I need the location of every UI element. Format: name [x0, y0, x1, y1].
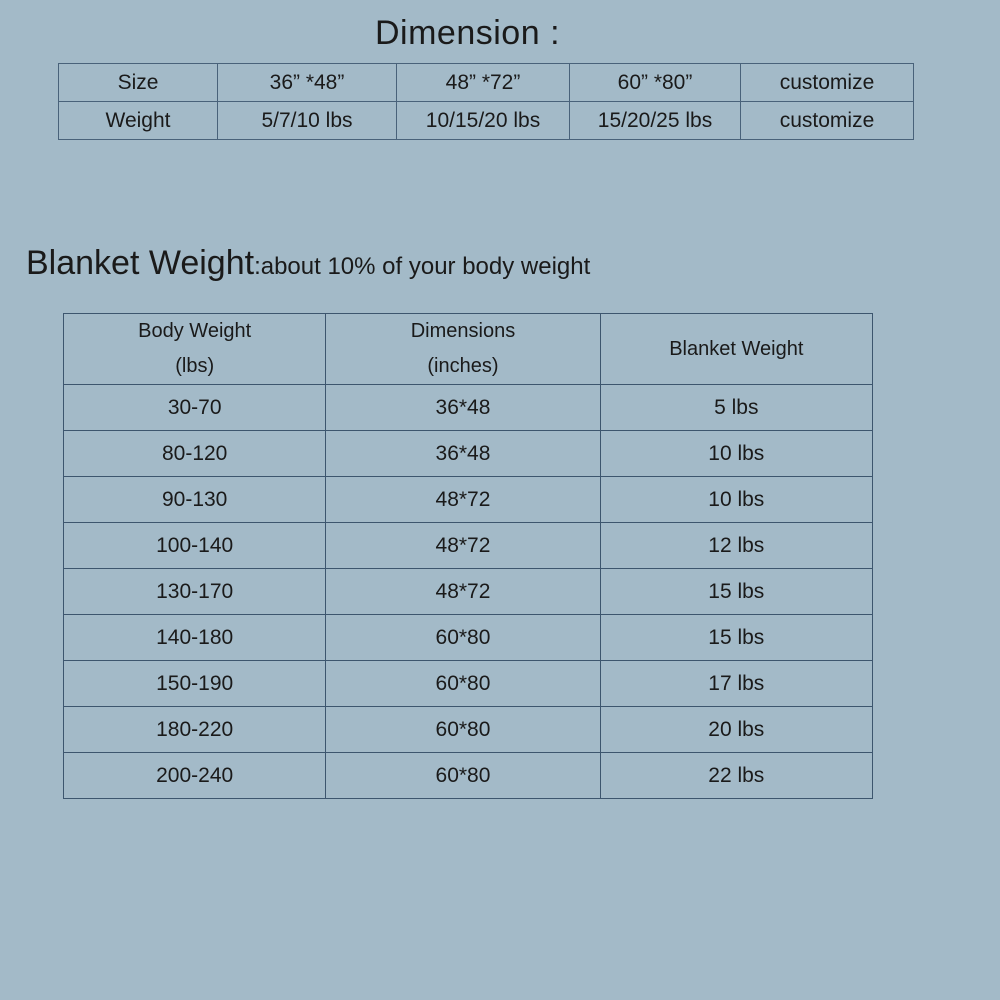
table-cell: 15/20/25 lbs [570, 102, 741, 140]
table-row [64, 477, 873, 523]
header-line: Body Weight [138, 320, 252, 342]
table-cell: 60” *80” [570, 64, 741, 102]
table-cell: 22 lbs [600, 753, 872, 799]
header-line: (lbs) [175, 355, 215, 377]
table-cell: 60*80 [326, 707, 600, 753]
table-cell: 90-130 [64, 477, 326, 523]
dimension-table [58, 63, 914, 140]
table-cell: 130-170 [64, 569, 326, 615]
table-cell: 10/15/20 lbs [397, 102, 570, 140]
table-cell: Weight [59, 102, 218, 140]
table-cell: 200-240 [64, 753, 326, 799]
dimension-row-size [59, 64, 914, 102]
table-cell: 15 lbs [600, 615, 872, 661]
table-cell: 20 lbs [600, 707, 872, 753]
table-cell: 140-180 [64, 615, 326, 661]
table-cell: 36” *48” [218, 64, 397, 102]
header-line: Dimensions [410, 320, 516, 342]
header-dimensions [326, 314, 600, 385]
dimension-row-weight [59, 102, 914, 140]
table-cell: 48*72 [326, 477, 600, 523]
table-cell: 5/7/10 lbs [218, 102, 397, 140]
header-blanket-weight [600, 314, 872, 385]
header-body-weight [64, 314, 326, 385]
table-row [64, 569, 873, 615]
table-row [64, 385, 873, 431]
blanket-weight-table [63, 313, 873, 799]
table-cell: 17 lbs [600, 661, 872, 707]
table-cell: 36*48 [326, 385, 600, 431]
table-cell: customize [741, 102, 914, 140]
table-cell: 10 lbs [600, 477, 872, 523]
table-cell: 60*80 [326, 661, 600, 707]
blanket-weight-title-main: Blanket Weight [26, 244, 255, 282]
table-cell: 48*72 [326, 569, 600, 615]
table-cell: 30-70 [64, 385, 326, 431]
table-row [64, 523, 873, 569]
dimension-title: Dimension : [375, 14, 561, 52]
table-cell: 36*48 [326, 431, 600, 477]
table-cell: 48” *72” [397, 64, 570, 102]
table-cell: 60*80 [326, 753, 600, 799]
table-cell: 5 lbs [600, 385, 872, 431]
header-line: (inches) [427, 355, 499, 377]
blanket-weight-title [26, 244, 590, 283]
table-cell: 15 lbs [600, 569, 872, 615]
header-line: Blanket Weight [669, 337, 804, 360]
table-cell: 48*72 [326, 523, 600, 569]
table-cell: 150-190 [64, 661, 326, 707]
table-cell: 60*80 [326, 615, 600, 661]
table-header-row [64, 314, 873, 385]
table-cell: 12 lbs [600, 523, 872, 569]
table-cell: Size [59, 64, 218, 102]
blanket-weight-title-sub: :about 10% of your body weight [254, 253, 591, 280]
table-row [64, 431, 873, 477]
table-row [64, 661, 873, 707]
table-cell: 80-120 [64, 431, 326, 477]
table-cell: 180-220 [64, 707, 326, 753]
table-row [64, 753, 873, 799]
table-cell: 100-140 [64, 523, 326, 569]
table-cell: customize [741, 64, 914, 102]
table-row [64, 615, 873, 661]
table-cell: 10 lbs [600, 431, 872, 477]
table-row [64, 707, 873, 753]
